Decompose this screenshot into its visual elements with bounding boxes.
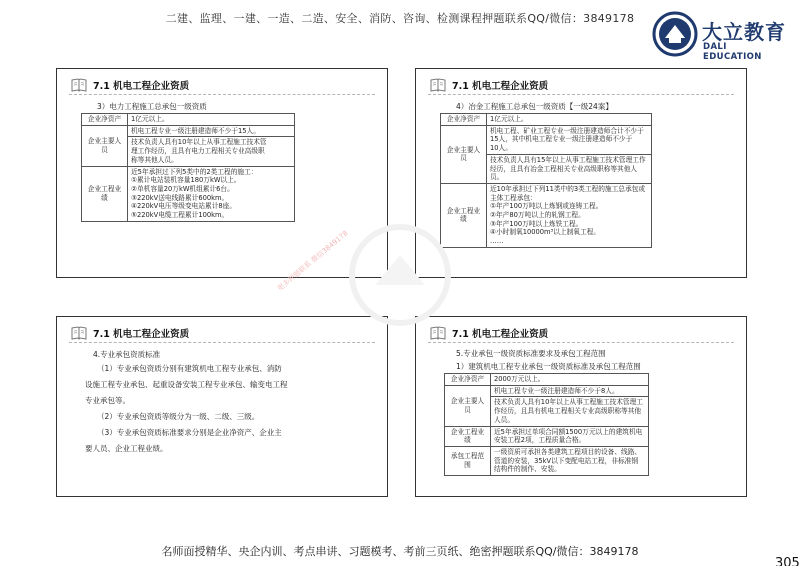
slide-professional-contracting (56, 316, 388, 497)
bottom-banner: 名师面授精华、央企内训、考点串讲、习题模考、考前三页纸、绝密押题联系QQ/微信：3849178 (161, 545, 639, 558)
section-heading: 4.专业承包资质标准 (93, 350, 161, 359)
table-key: 承包工程范围 (445, 446, 491, 475)
book-icon (71, 325, 87, 341)
table-key: 企业主要人员 (82, 125, 128, 166)
table-value: 机电工程专业一级注册建造师不少于15人。 (128, 125, 295, 137)
table-key: 企业工程业绩 (82, 166, 128, 221)
qualification-table (444, 373, 649, 476)
slide-building-mep-contracting (415, 316, 747, 497)
table-value: 一级资质可承担各类建筑工程项目的设备、线路、 管道的安装，35kV以下变配电站工程，非标准钢 结构件的制作、安装。 (491, 446, 649, 475)
table-row (445, 374, 649, 386)
table-row (82, 114, 295, 126)
table-value: 近5年承担过下列5类中的2类工程的施工： ①累计电站装机容量180万kW以上。 ②单机容量20万kW机组累计6台。 ③220kV送电线路累计600km。 ④220kV电压等级变电站累计8座。 ⑤220kV电缆工程累计100km。 (128, 166, 295, 221)
table-key: 企业工程业绩 (445, 426, 491, 446)
slide-subtitle-secondary: 1）建筑机电工程专业承包一级资质标准及承包工程范围 (456, 362, 641, 371)
slide-title: 7.1 机电工程企业资质 (452, 329, 549, 340)
table-value: 近5年承担过单项合同额1500万元以上的建筑机电 安装工程2项，工程质量合格。 (491, 426, 649, 446)
divider (69, 342, 375, 343)
slide-title: 7.1 机电工程企业资质 (93, 81, 190, 92)
slide-subtitle: 5.专业承包一级资质标准要求及承包工程范围 (456, 349, 606, 358)
table-row (441, 125, 652, 154)
slide-title: 7.1 机电工程企业资质 (93, 329, 190, 340)
dali-emblem-icon (652, 11, 698, 57)
table-value: 机电工程专业一级注册建造师不少于8人。 (491, 385, 649, 397)
table-key: 企业主要人员 (445, 385, 491, 426)
top-banner: 二建、监理、一建、一造、二造、安全、消防、咨询、检测课程押题联系QQ/微信：3849178 (165, 12, 635, 25)
slide-subtitle: 3）电力工程施工总承包一级资质 (97, 102, 207, 111)
watermark-text: 更多押题联系 微信3849178 (275, 229, 350, 293)
slide-title: 7.1 机电工程企业资质 (452, 81, 549, 92)
divider (69, 94, 375, 95)
table-row (445, 385, 649, 397)
table-row (441, 114, 652, 126)
divider (428, 94, 734, 95)
table-row (82, 125, 295, 137)
body-text: （1）专业承包资质分别有建筑机电工程专业承包、消防 设施工程专业承包、起重设备安装工程专业承包、输变电工程 专业承包等。 （2）专业承包资质等级分为一级、二级、三级。 （3）专业承包资质标准要求分别是企业净资产、企业主 要人员、企业工程业绩。 (85, 364, 288, 453)
brand-logo (652, 11, 787, 62)
table-row (445, 426, 649, 446)
book-icon (71, 77, 87, 93)
table-value: 近10年承担过下列11类中的3类工程的施工总承包或 主体工程承包： ①年产100万吨以上炼钢或连铸工程。 ②年产80万吨以上的轧钢工程。 ③年产100万吨以上炼铁工程。 ④小时制氧10000m³以上制氧工程。 …… (487, 183, 652, 247)
slide-subtitle: 4）冶金工程施工总承包一级资质【一级24案】 (456, 102, 613, 111)
table-value: 技术负责人具有10年以上从事工程施工技术管 理工作经历，且具有电力工程相关专业高级职 称等其他人员。 (128, 137, 295, 166)
table-key: 企业主要人员 (441, 125, 487, 183)
logo-name: 大立教育 (702, 20, 786, 44)
page-number: 305 (775, 556, 800, 566)
divider (428, 342, 734, 343)
table-key: 企业净资产 (82, 114, 128, 126)
table-key: 企业净资产 (445, 374, 491, 386)
qualification-table (81, 113, 295, 222)
table-value: 1亿元以上。 (487, 114, 652, 126)
table-row (445, 446, 649, 475)
table-row (82, 166, 295, 221)
table-value: 1亿元以上。 (128, 114, 295, 126)
table-value: 技术负责人具有15年以上从事工程施工技术管理工作 经历，且具有冶金工程相关专业高级职称等其他人员。 (487, 154, 652, 183)
table-key: 企业工程业绩 (441, 183, 487, 247)
table-value: 机电工程、矿业工程专业一级注册建造师合计不少于 15人，其中机电工程专业一级注册建造师不少于 10人。 (487, 125, 652, 154)
watermark-logo-icon (300, 220, 500, 330)
logo-english: DALI EDUCATION (703, 42, 762, 62)
book-icon (430, 77, 446, 93)
table-value: 技术负责人具有10年以上从事工程施工技术管理工 作经历，且具有机电工程相关专业高级职称等其他 人员。 (491, 397, 649, 426)
table-key: 企业净资产 (441, 114, 487, 126)
table-value: 2000万元以上。 (491, 374, 649, 386)
